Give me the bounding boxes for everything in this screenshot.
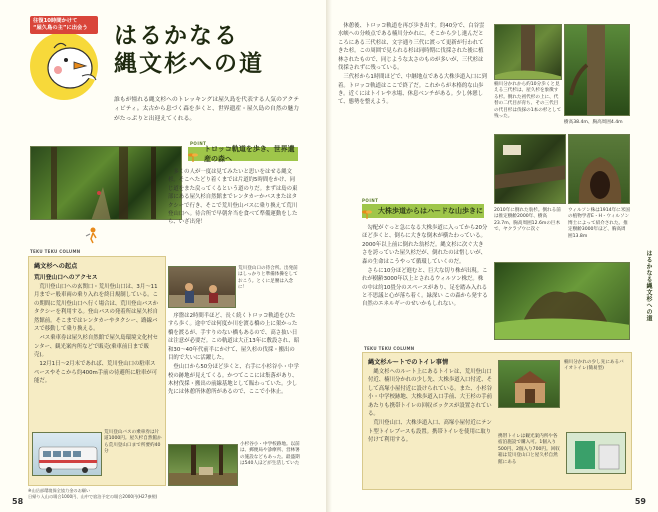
- title-line-1: はるかなる: [114, 22, 239, 49]
- column-subtitle: 荒川登山口へのアクセス: [34, 275, 98, 281]
- column2-paragraph-1: 縄文杉へのルート上にあるトイレは、荒川登山口付近、楠川分かれの少し先、大株歩道入口付近、そして高塚小屋付近に設けられている。また、小杉谷小・中学校跡地、大株歩道入口手前、大王杉の手前あたりも携帯トイレの回収ボックスが設置されている。: [368, 369, 492, 417]
- section2-paragraph-1: 勾配がぐっと急になる大株歩道に入ってから20分ほど歩くと、倒らに大きな倒木が横たわっている。2000年以上前に倒れた翁杉だ。縄文杉に次ぐ大きさを誇っていた屋久杉だが、倒れたのは惜しいが、森の生命はこうやって循環していくのだ。: [362, 225, 488, 265]
- column-paragraph-3: 12月1日～2月末であれば、荒川登山口の駐車スペースやそこから約400m手前の待避所に駐車が可能だ。: [34, 361, 158, 385]
- tag-line-2: “屋久島の主”に出会う: [33, 25, 88, 32]
- school-ruins-photo: [168, 444, 238, 486]
- footnote-line-1: ※山岳部環境保全協力金のお願い: [28, 488, 91, 493]
- section1-paragraph-3: 登山口から50分ほど歩くと、右手に小杉谷小・中学校の跡地が見えてくる。かつてここには集落があり、木材伐採・搬出の前線基地として賑わっていた。少し先には休憩所休憩所があるので、ここで小休止。: [168, 364, 299, 396]
- point-sprout-icon-2: [361, 205, 373, 217]
- footnote: [28, 488, 228, 500]
- tag-line-1: 往復10時間かけて: [33, 18, 78, 24]
- column-label-1: TEKU TEKU COLUMN: [30, 249, 81, 254]
- column-title: 縄文杉への起点: [34, 263, 78, 270]
- section2-body: [362, 224, 488, 310]
- intro-text: 誰もが憧れる縄文杉へのトレッキングは屋久島を代表する人気のアクティビティ。太古から息づく森を歩くと、世界遺産・屋久島の自然の魅力がたっぷりと出迎えてくれる。: [114, 97, 300, 122]
- section1-paragraph-1: 多くの人が一度は見てみたいと思いをはせる縄文杉。そこへたどり着くまでは片道約5時間をかけ、同じ道をまた戻ってくるという道のりだ。まずは島の東部にある屋久杉自然館までレンタカーかバスまたはタクシーで行き、そこで荒川登山バスに乗り換えて荒川登山口へ。待合所で早朝弁当を食べて準備運動をしたら、いざ出発！: [168, 169, 298, 226]
- right-body: [338, 22, 488, 108]
- station-caption: 荒川登山口の待合所。出発前はしっかりと準備体操をしておこう。とくに足腰は入念に！: [238, 266, 298, 291]
- bio-toilet-caption: 楠川分かれの少し先にあるバイオトイレ(簡易型): [564, 360, 624, 372]
- subtitle-tag: [30, 16, 98, 34]
- trailhead-waiting-photo: [168, 266, 236, 308]
- hiker-icon: [84, 226, 102, 244]
- side-tab: [644, 250, 656, 346]
- page-number-left: 58: [12, 497, 24, 506]
- sandaisugi-caption: 楠川分かれから約10分歩くと見える三代杉は、屋久杉を象徴する杉。倒れた初代杉の上に、代替の二代目が育ち、その三代目の代目杉は伐採の1本の杉として残った。: [494, 82, 562, 120]
- right-paragraph-2: 三代杉から1時間ほどで、中継地点である大株歩道入口に到着。トロッコ軌道はここで終了だ。これからが本格的な山歩き。近くにはトイレや水場、休息ベンチがある。少し休憩して、態勢を整えよう。: [338, 74, 487, 106]
- section1-body: [168, 168, 298, 228]
- bus-caption: 荒川登山バスの乗車券は片道1000円。屋久杉自然館から荒川登山口まで所要約40分: [104, 430, 162, 455]
- mountain-bus-photo: [32, 432, 102, 476]
- school-caption: 小杉谷小・中学校跡地。以前は、郵便局や診療所、営林署の施設などもあった。最盛期は540人ほどが生活していた: [240, 442, 300, 467]
- column2-paragraph-2: 荒川登山口、大株歩道入口、高塚小屋付近にテント型トイレブースも設置。携帯トイレを使用に取り付けて利用する。: [368, 420, 492, 443]
- section1-heading-text: トロッコ軌道を歩き、世界遺産の森へ: [204, 145, 295, 163]
- point-sprout-icon: [187, 148, 199, 160]
- column-paragraph-1: 荒川登山口への玄関口・荒川登山口は、3月～11月までー般車両の乗り入れを終日規制している。この期間に荒川登山口へ行く場合は、荒川登山バスかタクシーを利用する。登山バスの発着所は屋久杉自然館前。そこまではレンタカーやタクシー、路線バスで移動して乗り換える。: [34, 284, 158, 332]
- portable-toilet-caption: 携帯トイレは観光案内所や各宿泊施設で購入可。1個入り500円、2個入り700円。回収箱は荒川登山口と屋久杉自然館にある: [498, 434, 560, 465]
- sandaisugi-photo-2: [564, 24, 630, 116]
- point-label-1: POINT: [190, 141, 207, 146]
- column2-title: 縄文杉ルートでのトイレ事情: [368, 359, 449, 366]
- okinasugi-caption: 2010年に倒れた翁杉。倒れる前は推定樹齢2000年、樹高23.7m、胸高周囲12.6mの巨木で、ヤクラゾウに次ぐ: [494, 208, 561, 233]
- side-tab-text: はるかなる縄文杉への道: [645, 250, 652, 322]
- column-body: [34, 283, 160, 386]
- page-number-right: 59: [634, 497, 646, 506]
- column-label-2: TEKU TEKU COLUMN: [364, 346, 415, 351]
- forest-floor-photo: [494, 262, 630, 340]
- sandaisugi-photo-1: [494, 24, 562, 80]
- section2-heading: [362, 204, 484, 218]
- point-label-2: POINT: [362, 198, 379, 203]
- section1-heading: [188, 147, 298, 161]
- section2-heading-text: 大株歩道からはハードな山歩きに: [378, 207, 483, 215]
- sandaisugi-stats: 樹高38.4m、胸高周囲4.4m: [564, 120, 623, 125]
- title-line-2: 縄文杉への道: [114, 49, 264, 77]
- footnote-line-2: 日帰り入山の場合1000円、山中で宿泊予定の場合2000円(H27参照): [28, 493, 158, 499]
- column2-body: [368, 368, 496, 444]
- wilson-stump-photo: [568, 134, 630, 204]
- section1-paragraph-2: 序盤は2時間半ほど、長く続くトロッコ軌道をひたすら歩く。途中では何度か川を渡る橋の上に架かった橋を渡るが、手すりのない橋もあるので、高さ抜い日は注意が必要だ。この軌道は大正13年に敷設され、昭和30～40年代前半にかけて、屋久杉の伐採・搬出の目的で大いに活躍した。: [168, 313, 300, 361]
- section1-body-continued: [168, 312, 300, 398]
- okinasugi-photo: [494, 134, 566, 204]
- section2-paragraph-2: さらに10分ほど進むと、巨大な切り株が出現。これが樹齢3000年以上とされるウィルソン株だ。株の中は約10畳分のスペースがあり、足を踏み入れると不思議と心が落ち着く。緑深い この森から発する自然のエネルギーのせいかもしれない。: [362, 267, 488, 308]
- right-paragraph-1: 休憩後、トロッコ軌道を再び歩き出す。約40分で、白谷雲水峡への分岐点である楠川分かれに。そこから少し進んだところにある三代杉は、文字通り三代に渡って更新が行われてきた杉。この周囲で見られる杉は同時期に伐採された後に植林されたもので、同じような太さのものが多いが、三代杉は伐採されずに残っている。: [338, 23, 485, 71]
- gutter: [326, 0, 332, 512]
- bio-toilet-photo: [498, 360, 560, 408]
- page-title: [114, 22, 314, 77]
- column-paragraph-2: バス乗車券は屋久杉自然館で屋久島環境文化村センター、観光案内所などで販売(乗車前日まで販売)。: [34, 335, 158, 358]
- portable-toilet-photo: [566, 432, 626, 474]
- forest-trail-photo: [30, 146, 182, 220]
- wilson-caption: ウィルソン株は1914年に米国の植物学者E・H・ウィルソン博士によって紹介された。推定樹齢3000年ほど、胸高周囲13.8m: [568, 208, 630, 239]
